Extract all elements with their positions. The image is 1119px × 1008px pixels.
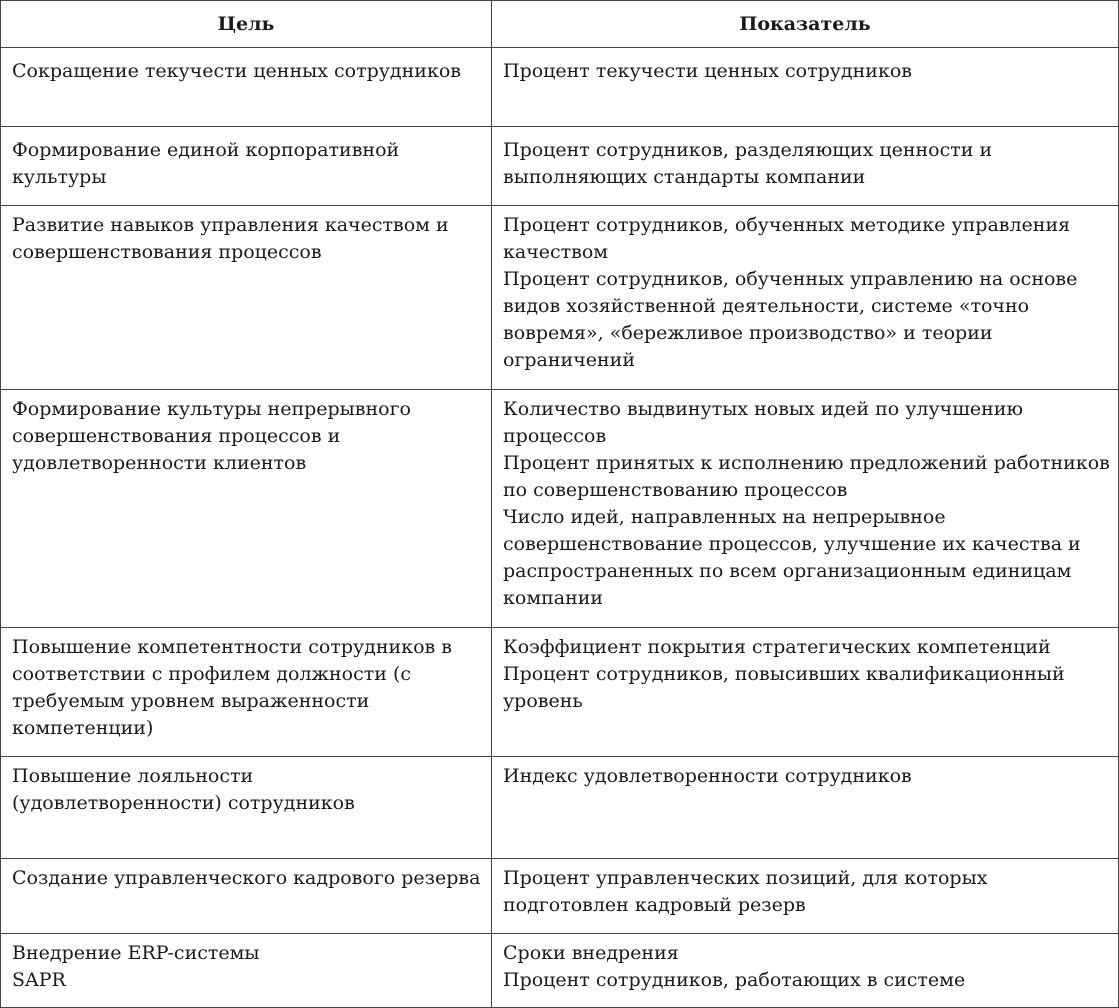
indicator-cell (492, 859, 1119, 934)
table-row (1, 206, 1119, 390)
table-row (1, 48, 1119, 127)
table-row (1, 127, 1119, 206)
goal-text: (удовлетворенности) сотрудников (12, 792, 355, 814)
indicator-text: Процент управленческих позиций, для которых подготовлен кадровый резерв (503, 867, 988, 916)
table-row (1, 757, 1119, 859)
goal-text: Внедрение ERP-системы (12, 942, 260, 964)
indicator-text: Сроки внедрения (503, 942, 679, 964)
indicator-text: Процент текучести ценных сотрудников (503, 60, 912, 82)
goal-cell (1, 48, 492, 127)
table-row (1, 859, 1119, 934)
indicator-text: Коэффициент покрытия стратегических компетенций (503, 636, 1051, 658)
goal-cell (1, 390, 492, 628)
table-row (1, 628, 1119, 757)
indicator-text: Процент сотрудников, обученных методике управления качеством (503, 214, 1071, 263)
goal-cell (1, 206, 492, 390)
indicator-cell (492, 390, 1119, 628)
indicator-text: Процент принятых к исполнению предложений работников по совершенствованию процессов (503, 452, 1110, 501)
goal-text: Сокращение текучести ценных сотрудников (12, 60, 461, 82)
goal-cell (1, 127, 492, 206)
goal-text: Формирование единой корпоративной культуры (12, 139, 400, 188)
indicator-cell (492, 127, 1119, 206)
column-header-goal: Цель (1, 1, 492, 48)
indicator-text: Количество выдвинутых новых идей по улучшению процессов (503, 398, 1024, 447)
indicator-text: Число идей, направленных на непрерывное совершенствование процессов, улучшение их качества и распространенных по всем организационным единицам компании (503, 506, 1081, 609)
indicator-cell (492, 206, 1119, 390)
goal-text: Повышение компетентности сотрудников в соответствии с профилем должности (с требуемым уровнем выраженности компетенции) (12, 636, 452, 739)
goal-text: Создание управленческого кадрового резерва (12, 867, 481, 889)
indicator-text: Процент сотрудников, повысивших квалификационный уровень (503, 663, 1065, 712)
goal-cell (1, 859, 492, 934)
goal-cell (1, 934, 492, 1008)
table-header-row (1, 1, 1119, 48)
goal-text: Развитие навыков управления качеством и совершенствования процессов (12, 214, 449, 263)
goal-cell (1, 757, 492, 859)
indicator-text: Индекс удовлетворенности сотрудников (503, 765, 912, 787)
indicator-cell (492, 934, 1119, 1008)
indicator-cell (492, 757, 1119, 859)
table-row (1, 934, 1119, 1008)
goal-text: SAPR (12, 969, 66, 991)
table-row (1, 390, 1119, 628)
column-header-indicator: Показатель (492, 1, 1119, 48)
goal-text: Формирование культуры непрерывного совершенствования процессов и удовлетворенности клиентов (12, 398, 411, 474)
indicator-text: Процент сотрудников, работающих в системе (503, 969, 966, 991)
indicator-text: Процент сотрудников, разделяющих ценности и выполняющих стандарты компании (503, 139, 993, 188)
indicator-cell (492, 48, 1119, 127)
goal-text: Повышение лояльности (12, 765, 254, 787)
goal-cell (1, 628, 492, 757)
indicator-text: Процент сотрудников, обученных управлению на основе видов хозяйственной деятельности, системе «точно вовремя», «бережливое производство» и теории ограничений (503, 268, 1078, 371)
indicator-cell (492, 628, 1119, 757)
